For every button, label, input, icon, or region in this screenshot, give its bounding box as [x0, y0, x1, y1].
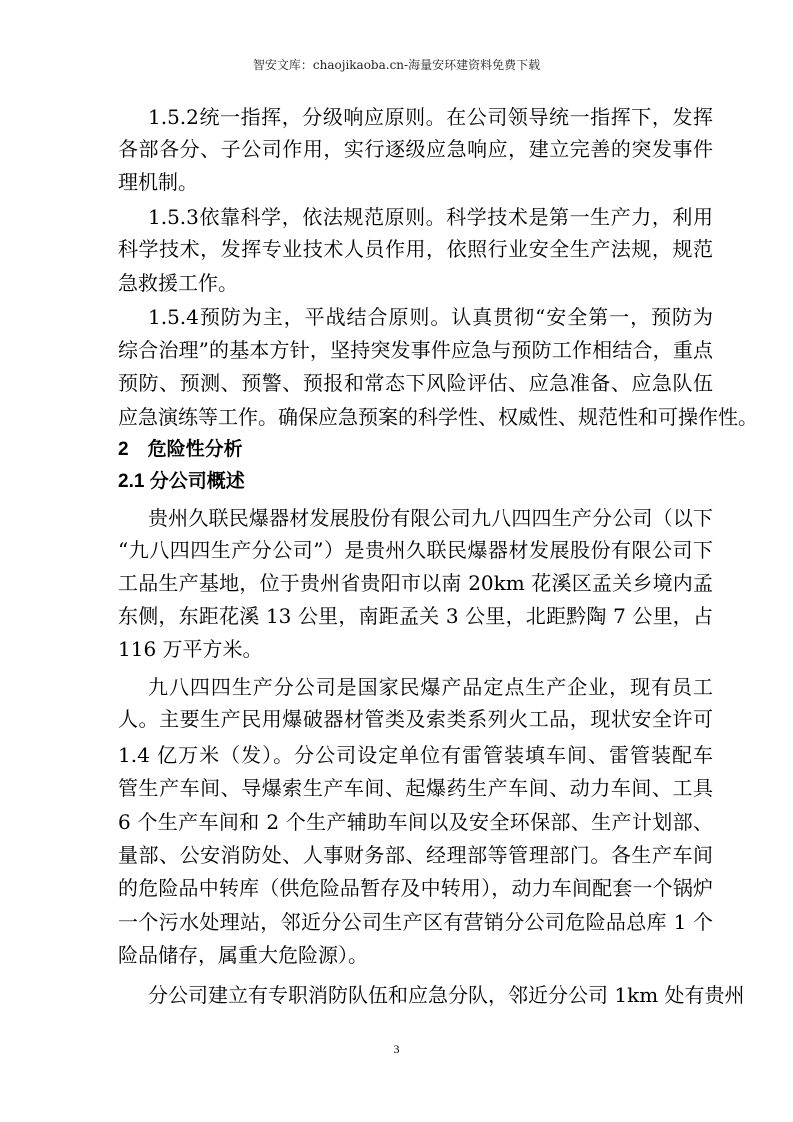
paragraph-line: 的危险品中转库（供危险品暂存及中转用），动力车间配套一个锅炉: [118, 876, 713, 900]
paragraph-line: 管生产车间、导爆索生产车间、起爆药生产车间、动力车间、工具: [118, 776, 713, 800]
paragraph-line: 1.5.4预防为主，平战结合原则。认真贯彻“安全第一，预防为: [148, 305, 713, 329]
paragraph-line: 综合治理”的基本方针，坚持突发事件应急与预防工作相结合，重点: [118, 338, 713, 362]
paragraph-line: 险品储存，属重大危险源）。: [118, 943, 368, 967]
paragraph-line: 各部各分、子公司作用，实行逐级应急响应，建立完善的突发事件: [118, 137, 713, 161]
paragraph-line: 1.5.3依靠科学，依法规范原则。科学技术是第一生产力，利用: [148, 205, 713, 229]
paragraph-line: 6 个生产车间和 2 个生产辅助车间以及安全环保部、生产计划部、: [118, 810, 713, 834]
paragraph-line: 应急演练等工作。确保应急预案的科学性、权威性、规范性和可操作性。: [118, 405, 758, 429]
paragraph-line: 1.4 亿万米（发）。分公司设定单位有雷管装填车间、雷管装配车: [118, 743, 713, 767]
paragraph-line: 1.5.2统一指挥，分级响应原则。在公司领导统一指挥下，发挥: [148, 105, 713, 129]
paragraph-line: 一个污水处理站，邻近分公司生产区有营销分公司危险品总库 1 个: [118, 910, 713, 934]
paragraph-line: 工品生产基地，位于贵州省贵阳市以南 20km 花溪区孟关乡境内孟: [118, 571, 713, 595]
page-header: 智安文库：chaojikaoba.cn-海量安环建资料免费下载: [252, 58, 541, 72]
paragraph-line: 量部、公安消防处、人事财务部、经理部等管理部门。各生产车间: [118, 843, 713, 867]
paragraph-line: 人。主要生产民用爆破器材管类及索类系列火工品，现状安全许可: [118, 707, 713, 731]
page-number: 3: [393, 1042, 400, 1056]
paragraph-line: 预防、预测、预警、预报和常态下风险评估、应急准备、应急队伍: [118, 371, 713, 395]
paragraph-line: 贵州久联民爆器材发展股份有限公司九八四四生产分公司（以下: [148, 506, 713, 530]
paragraph-line: 理机制。: [118, 170, 198, 194]
paragraph-line: 九八四四生产分公司是国家民爆产品定点生产企业，现有员工: [148, 675, 713, 699]
paragraph-line: 科学技术，发挥专业技术人员作用，依照行业安全生产法规，规范: [118, 237, 713, 261]
paragraph-line: 急救援工作。: [118, 271, 238, 295]
paragraph-line: 116 万平方米。: [118, 637, 263, 661]
paragraph-line: 东侧，东距花溪 13 公里，南距孟关 3 公里，北距黔陶 7 公里，占: [118, 604, 713, 628]
paragraph-line: “九八四四生产分公司”）是贵州久联民爆器材发展股份有限公司下: [118, 538, 713, 562]
section-heading: 2 危险性分析: [118, 439, 243, 460]
section-heading: 2.1 分公司概述: [118, 471, 245, 492]
paragraph-line: 分公司建立有专职消防队伍和应急分队，邻近分公司 1km 处有贵州: [148, 983, 745, 1007]
